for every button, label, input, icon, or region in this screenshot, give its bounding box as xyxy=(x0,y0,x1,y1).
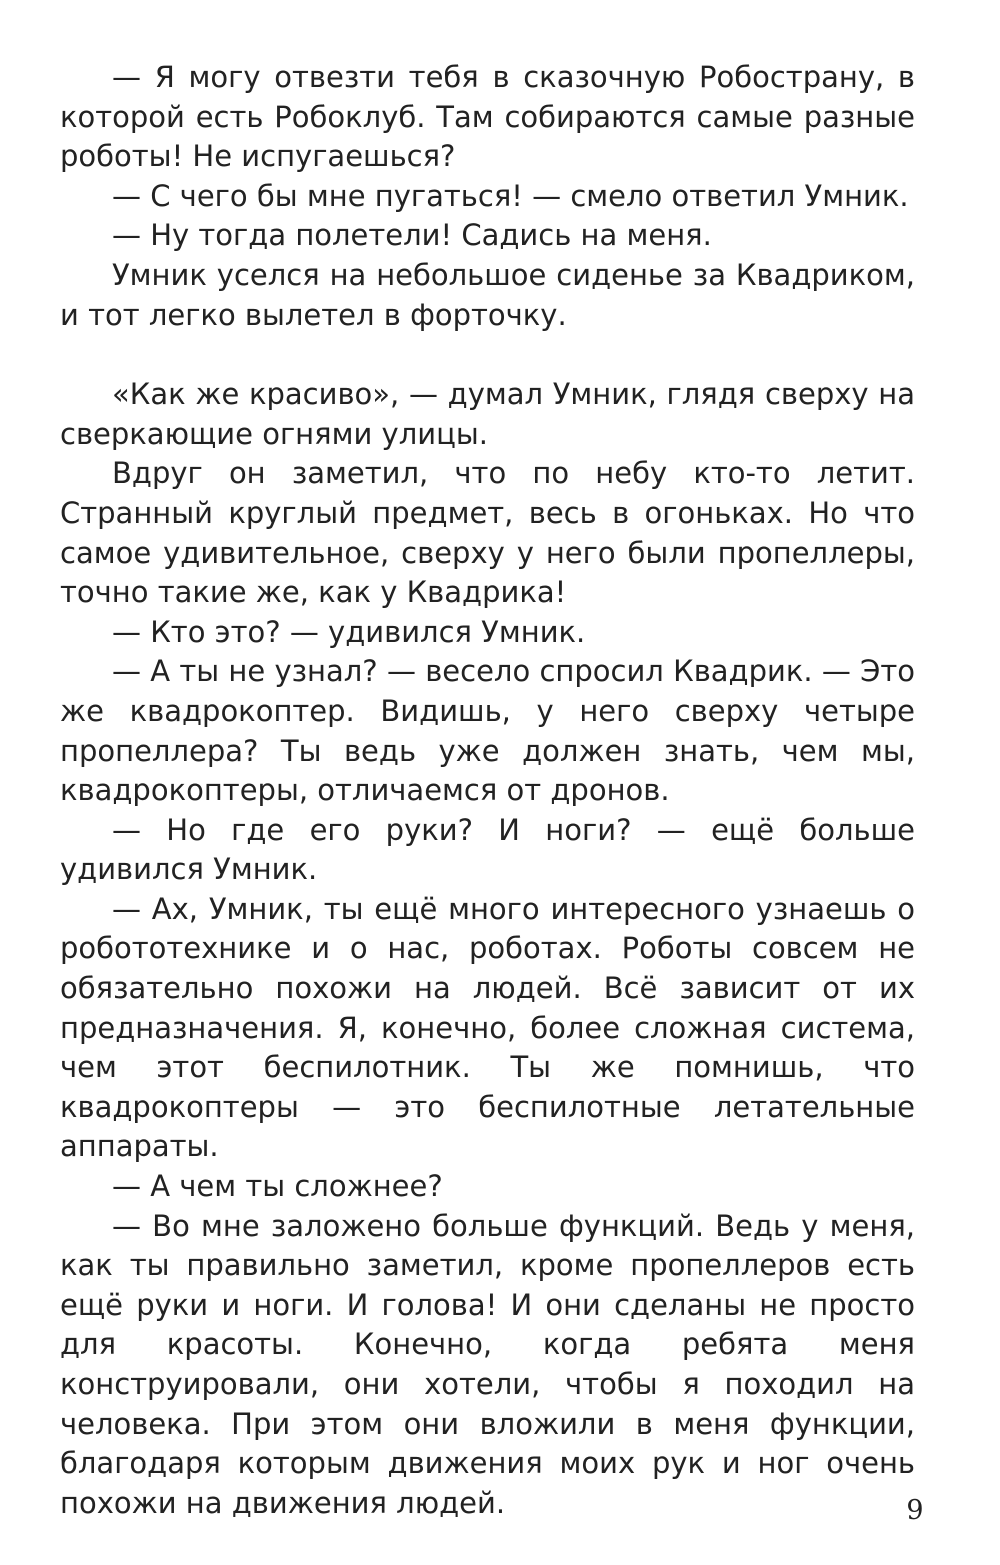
paragraph: — Кто это? — удивился Умник. xyxy=(112,614,586,649)
paragraph: — А ты не узнал? — весело спросил Квадрик. — Это же квадрокоптер. Видишь, у него сверху четыре пропеллера? Ты ведь уже должен знать, чем мы, квадрокоптеры, отличаемся от дронов. xyxy=(60,654,915,808)
paragraph: — Я могу отвезти тебя в сказочную Робострану, в которой есть Робоклуб. Там собираются самые разные роботы! Не испугаешься? xyxy=(60,60,915,174)
paragraph: Вдруг он заметил, что по небу кто-то летит. Странный круглый предмет, весь в огоньках. Но что самое удивительное, сверху у него были пропеллеры, точно такие же, как у Квадрика! xyxy=(60,456,915,610)
page-number: 9 xyxy=(906,1495,924,1526)
paragraph: — Ах, Умник, ты ещё много интересного узнаешь о робототехнике и о нас, роботах. Роботы совсем не обязательно похожи на людей. Всё зависит от их предназначения. Я, конечно, более сложная система, чем этот беспилотник. Ты же помнишь, что квадрокоптеры — это беспилотные летательные аппараты. xyxy=(60,891,915,1164)
paragraph: — А чем ты сложнее? xyxy=(112,1169,443,1204)
paragraph: — Во мне заложено больше функций. Ведь у меня, как ты правильно заметил, кроме пропеллеров есть ещё руки и ноги. И голова! И они сделаны не просто для красоты. Конечно, когда ребята меня конструировали, они хотели, чтобы я походил на человека. При этом они вложили в меня функции, благодаря которым движения моих рук и ног очень похожи на движения людей. xyxy=(60,1208,915,1520)
paragraph: — Ну тогда полетели! Садись на меня. xyxy=(112,218,712,253)
paragraph: «Как же красиво», — думал Умник, глядя сверху на сверкающие огнями улицы. xyxy=(60,377,915,451)
paragraph: Умник уселся на небольшое сиденье за Квадриком, и тот легко вылетел в форточку. xyxy=(60,257,915,332)
paragraph: — Но где его руки? И ноги? — ещё больше удивился Умник. xyxy=(60,812,915,887)
body-text xyxy=(60,58,915,1523)
paragraph: — С чего бы мне пугаться! — смело ответил Умник. xyxy=(112,178,909,213)
